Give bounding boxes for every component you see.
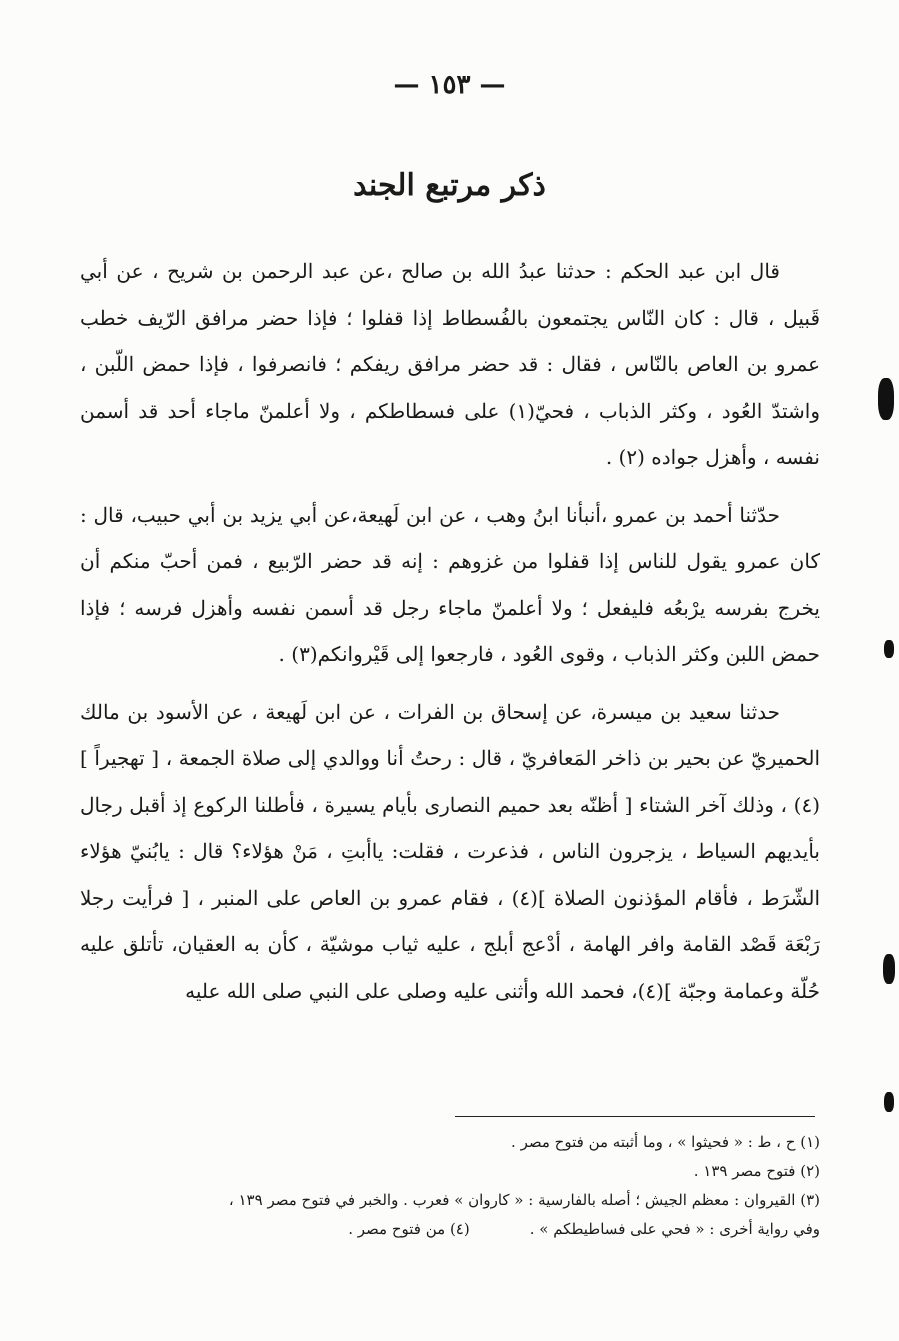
scan-edge-mark [883, 954, 895, 984]
footnote-separator [455, 1116, 815, 1117]
paragraph-3: حدثنا سعيد بن ميسرة، عن إسحاق بن الفرات ، عن ابن لَهيعة ، عن الأسود بن مالك الحميريّ عن بحير بن ذاخر المَعافريّ ، قال : رحتُ أنا ووالدي إلى صلاة الجمعة ، [ تهجيراً ](٤) ، وذلك آخر الشتاء [ أظنّه بعد حميم النصارى بأيام يسيرة ، فأطلنا الركوع إذ أقبل رجال بأيديهم السياط ، يزجرون الناس ، فذعرت ، فقلت: ياأبتِ ، مَنْ هؤلاء؟ قال : يابُنيّ هؤلاء الشّرَط ، فأقام المؤذنون الصلاة ](٤) ، فقام عمرو بن العاص على المنبر ، [ فرأيت رجلا رَبْعَة قَصْد القامة وافر الهامة ، أدْعج أبلج ، عليه ثياب موشيّة ، كأن به العقيان، تأتلق عليه حُلّة وعمامة وجبّة ](٤)، فحمد الله وأثنى عليه وصلى على النبي صلى الله عليه [80, 699, 820, 1003]
scan-edge-mark [878, 378, 894, 420]
paragraph-1: قال ابن عبد الحكم : حدثنا عبدُ الله بن صالح ،عن عبد الرحمن بن شريح ، عن أبي قَبيل ، قال : كان النّاس يجتمعون بالفُسطاط إذا قفلوا ؛ فإذا حضر مرافق الرّيف خطب عمرو بن العاص بالنّاس ، فقال : قد حضر مرافق ريفكم ؛ فانصرفوا ، فإذا حمض اللّبن ، واشتدّ العُود ، وكثر الذباب ، فحيّ(١) على فسطاطكم ، ولا أعلمنّ ماجاء أحد قد أسمن نفسه ، وأهزل جواده (٢) . [80, 259, 820, 469]
body-text [80, 248, 820, 1025]
paragraph-2: حدّثنا أحمد بن عمرو ،أنبأنا ابنُ وهب ، عن ابن لَهيعة،عن أبي يزيد بن أبي حبيب، قال : كان عمرو يقول للناس إذا قفلوا من غزوهم : إنه قد حضر الرّبيع ، فمن أحبّ منكم أن يخرج بفرسه يرْبعُه فليفعل ؛ ولا أعلمنّ ماجاء رجل قد أسمن نفسه وأهزل فرسه ؛ فإذا حمض اللبن وكثر الذباب ، وقوى العُود ، فارجعوا إلى قَيْروانكم(٣) . [80, 502, 820, 666]
footnote-row-last [80, 1215, 820, 1244]
footnote-2: (٢) فتوح مصر ١٣٩ . [693, 1162, 820, 1180]
footnote-3-continued: وفي رواية أخرى : « فحي على فساطيطكم » . [529, 1220, 820, 1238]
footnotes [80, 1128, 820, 1244]
chapter-title: ذكر مرتبع الجند [353, 168, 546, 203]
scan-edge-mark [884, 640, 894, 658]
page-number: — ١٥٣ — [393, 70, 506, 100]
footnote-1: (١) ح ، ط : « فحيثوا » ، وما أثبته من فتوح مصر . [511, 1133, 820, 1151]
footnote-3: (٣) القيروان : معظم الجيش ؛ أصله بالفارسية : « كاروان » فعرب . والخبر في فتوح مصر ١٣٩ ، [228, 1191, 820, 1209]
footnote-4: (٤) من فتوح مصر . [348, 1220, 470, 1238]
scan-edge-mark [884, 1092, 894, 1112]
